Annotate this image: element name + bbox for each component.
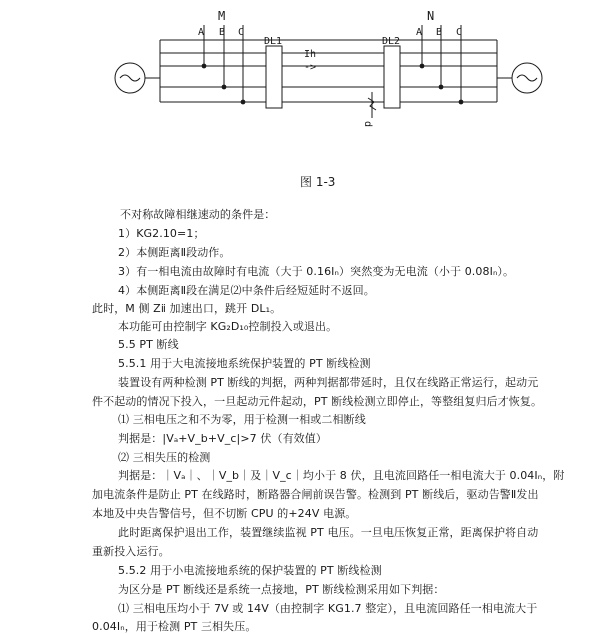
circuit-diagram — [0, 0, 615, 200]
text-line: 0.04Iₙ，用于检测 PT 三相失压。 — [92, 620, 257, 633]
bus-m-label: M — [218, 9, 226, 23]
breaker-dl2-label: DL2 — [382, 36, 401, 47]
text-line: 判据是：|Vₐ+V_b+V_c|>7 伏（有效值） — [118, 432, 327, 445]
bus-n-phase-a: A — [416, 27, 423, 38]
breaker-dl2 — [384, 46, 400, 108]
text-line: 不对称故障相继速动的条件是： — [120, 208, 276, 221]
section-heading: 5.5 PT 断线 — [118, 338, 179, 351]
figure-caption: 图 1-3 — [300, 175, 336, 189]
bus-n-phase-c: C — [456, 27, 463, 38]
current-label: Ih — [304, 49, 317, 60]
text-line: 为区分是 PT 断线还是系统一点接地，PT 断线检测采用如下判据： — [118, 583, 445, 596]
current-arrow: -> — [304, 62, 317, 73]
breaker-dl1 — [266, 46, 282, 108]
fault-label: d — [362, 121, 373, 128]
text-line: 1）KG2.10=1； — [118, 227, 205, 240]
bus-m-phase-b: B — [219, 27, 226, 38]
text-line: 此时，M 侧 Zⅱ 加速出口，跳开 DL₁。 — [92, 302, 282, 315]
text-line: 本地及中央告警信号，但不切断 CPU 的+24V 电源。 — [92, 507, 357, 520]
text-line: ⑵ 三相失压的检测 — [118, 451, 211, 464]
text-line: 加电流条件是防止 PT 在线路时，断路器合闸前误告警。检测到 PT 断线后，驱动告警Ⅱ发出 — [92, 488, 539, 501]
bus-n-phase-b: B — [436, 27, 443, 38]
text-line: 判据是：｜Vₐ｜、｜V_b｜及｜V_c｜均小于 8 伏，且电流回路任一相电流大于 0.04Iₙ，附 — [118, 469, 565, 482]
text-line: 此时距离保护退出工作，装置继续监视 PT 电压。一旦电压恢复正常，距离保护将自动 — [118, 526, 539, 539]
text-line: 2）本侧距离Ⅱ段动作。 — [118, 246, 231, 259]
text-line: 本功能可由控制字 KG₂D₁₀控制投入或退出。 — [118, 320, 338, 333]
bus-n-label: N — [427, 9, 435, 23]
breaker-dl1-label: DL1 — [264, 36, 283, 47]
bus-m-phase-c: C — [238, 27, 245, 38]
subsection-heading: 5.5.1 用于大电流接地系统保护装置的 PT 断线检测 — [118, 357, 371, 370]
text-line: ⑴ 三相电压均小于 7V 或 14V（由控制字 KG1.7 整定），且电流回路任一相电流大于 — [118, 602, 538, 615]
text-line: ⑴ 三相电压之和不为零，用于检测一相或二相断线 — [118, 413, 366, 426]
text-line: 4）本侧距离Ⅱ段在满足⑵中条件后经短延时不返回。 — [118, 284, 375, 297]
bus-m-phase-a: A — [198, 27, 205, 38]
text-line: 重新投入运行。 — [92, 545, 170, 558]
text-line: 3）有一相电流由故障时有电流（大于 0.16Iₙ）突然变为无电流（小于 0.08Iₙ）。 — [118, 265, 515, 278]
text-line: 件不起动的情况下投入，一旦起动元件起动，PT 断线检测立即停止，等整组复归后才恢复。 — [92, 395, 543, 408]
subsection-heading: 5.5.2 用于小电流接地系统的保护装置的 PT 断线检测 — [118, 564, 382, 577]
text-line: 装置设有两种检测 PT 断线的判据，两种判据都带延时，且仅在线路正常运行，起动元 — [118, 376, 539, 389]
